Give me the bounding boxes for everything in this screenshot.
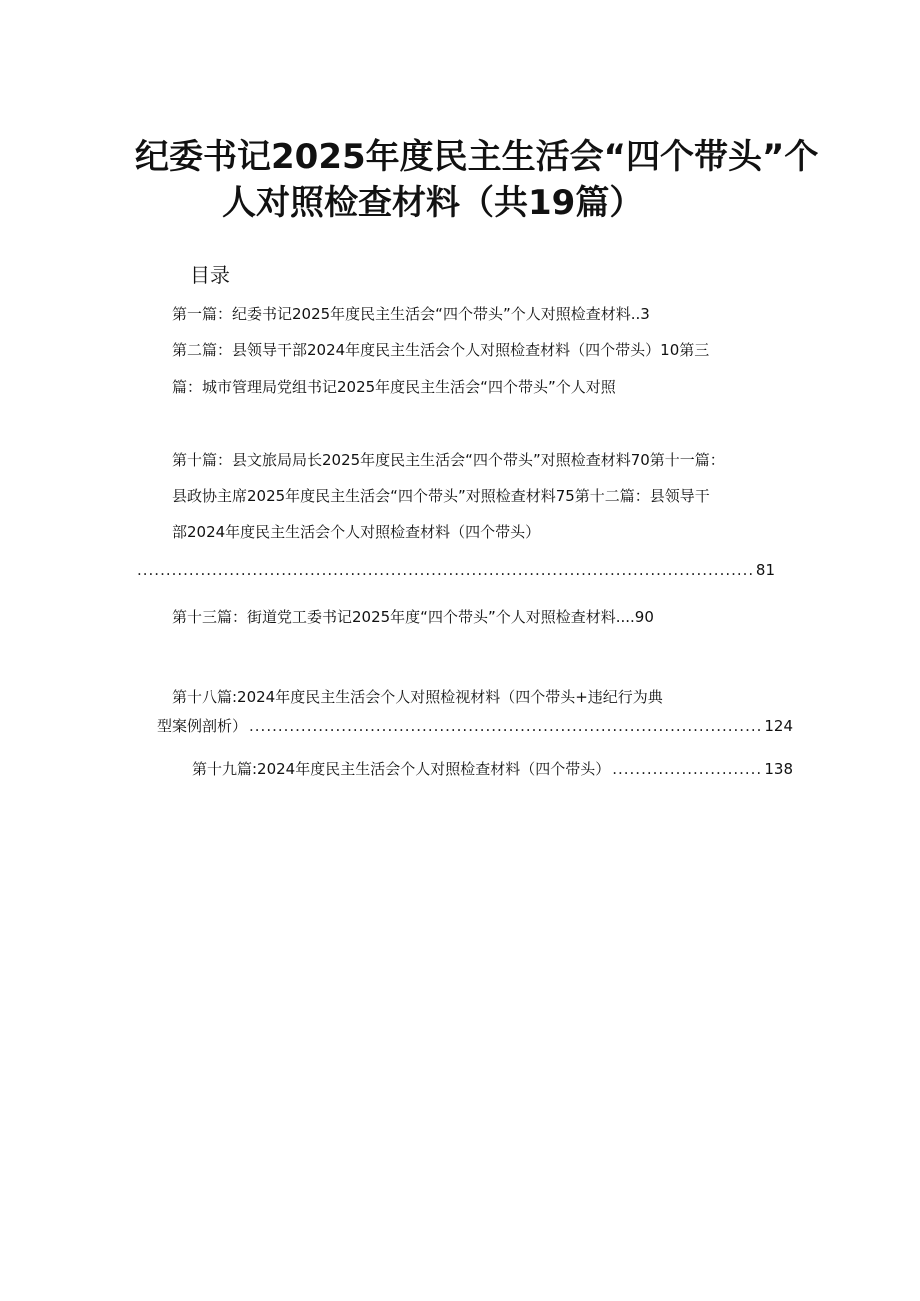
toc-entry-12[interactable]: 部2024年度民主生活会个人对照检查材料（四个带头）	[172, 523, 541, 541]
dot-leader	[612, 758, 762, 780]
toc-entry-11[interactable]: 县政协主席2025年度民主生活会“四个带头”对照检查材料75第十二篇：县领导干	[172, 487, 710, 505]
toc-entry-10[interactable]: 第十篇：县文旅局局长2025年度民主生活会“四个带头”对照检查材料70第十一篇：	[172, 451, 725, 469]
toc-entry-19[interactable]	[192, 758, 793, 780]
toc-page-number: 138	[764, 760, 793, 778]
toc-entry-18[interactable]: 第十八篇:2024年度民主生活会个人对照检视材料（四个带头+违纪行为典	[172, 688, 663, 706]
toc-entry-text: 第十九篇:2024年度民主生活会个人对照检查材料（四个带头）	[192, 760, 611, 778]
toc-entry-2[interactable]: 第二篇：县领导干部2024年度民主生活会个人对照检查材料（四个带头）10第三	[172, 341, 710, 359]
document-title-line-2: 人对照检查材料（共19篇）	[222, 183, 644, 223]
dot-leader	[137, 559, 754, 581]
toc-entry-3[interactable]: 篇：城市管理局党组书记2025年度民主生活会“四个带头”个人对照	[172, 378, 616, 396]
toc-entry-text: 型案例剖析）	[157, 717, 248, 735]
toc-entry-1[interactable]: 第一篇：纪委书记2025年度民主生活会“四个带头”个人对照检查材料..3	[172, 305, 650, 323]
toc-entry-13[interactable]: 第十三篇：街道党工委书记2025年度“四个带头”个人对照检查材料....90	[172, 608, 654, 626]
toc-page-number: 124	[764, 717, 793, 735]
document-title-line-1: 纪委书记2025年度民主生活会“四个带头”个	[135, 137, 819, 177]
toc-heading: 目录	[190, 263, 230, 287]
toc-entry-18-continued[interactable]	[157, 715, 793, 737]
toc-leader-line-12[interactable]	[135, 559, 775, 581]
dot-leader	[249, 715, 762, 737]
toc-page-number: 81	[755, 561, 775, 579]
